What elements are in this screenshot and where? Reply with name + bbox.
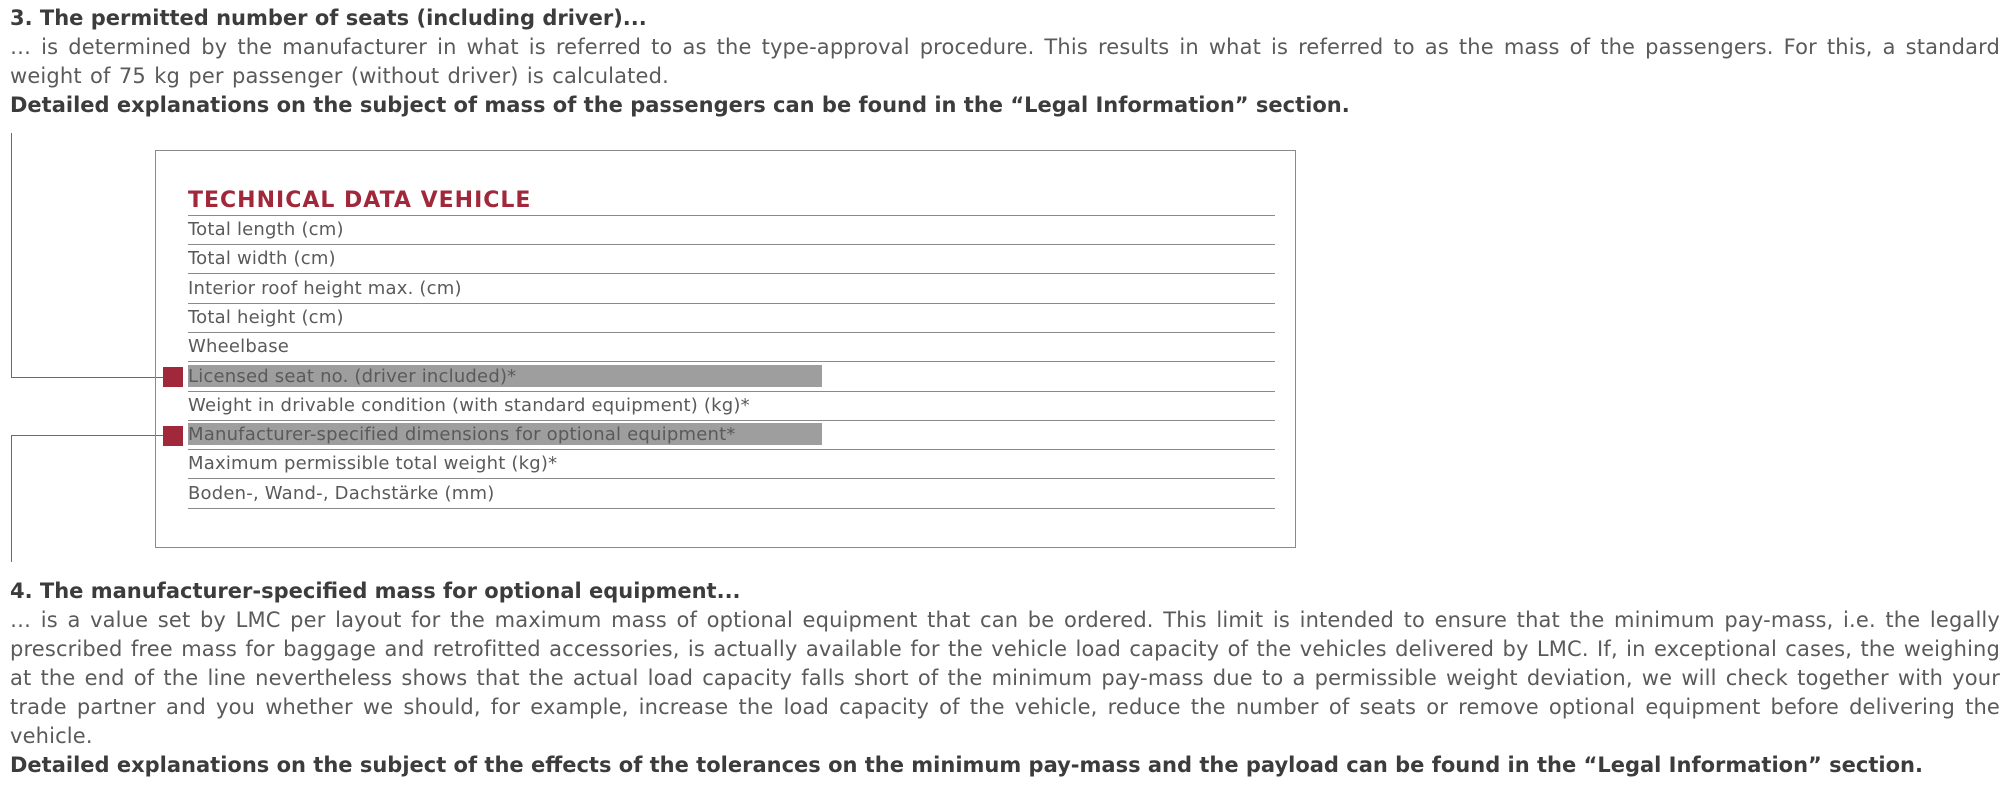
connector-seats-horizontal (11, 377, 163, 378)
section-3-paragraph: … is determined by the manufacturer in what is referred to as the type-approval procedure. This results in what is referred to as the mass of the passengers. For this, a standard weight of 75 kg per passenger (without driver) is calculated. (10, 35, 2000, 88)
row-label: Boden-, Wand-, Dachstärke (mm) (188, 482, 495, 504)
row-label: Maximum permissible total weight (kg)* (188, 453, 558, 475)
table-row (188, 392, 1275, 421)
table-row (188, 363, 1275, 392)
table-row (188, 333, 1275, 362)
row-label: Interior roof height max. (cm) (188, 277, 462, 299)
section-4-paragraph: … is a value set by LMC per layout for the maximum mass of optional equipment that can be ordered. This limit is intended to ensure that the minimum pay-mass, i.e. the legally prescribed free mass for baggage and retrofitted accessories, is actually available for the vehicle load capacity of the vehicles delivered by LMC. If, in exceptional cases, the weighing at the end of the line nevertheless shows that the actual load capacity falls short of the minimum pay-mass due to a permissible weight deviation, we will check together with your trade partner and you whether we should, for example, increase the load capacity of the vehicle, reduce the number of seats or remove optional equipment before delivering the vehicle. (10, 608, 2000, 748)
section-4-note: Detailed explanations on the subject of the effects of the tolerances on the minimum pay-mass and the payload can be found in the “Legal Information” section. (10, 753, 1923, 777)
section-4-heading: 4. The manufacturer-specified mass for optional equipment... (10, 579, 741, 603)
section-4 (10, 577, 2000, 780)
row-label: Licensed seat no. (driver included)* (188, 365, 517, 387)
technical-data-title: TECHNICAL DATA VEHICLE (188, 188, 532, 213)
row-label: Total width (cm) (188, 248, 336, 270)
row-label: Weight in drivable condition (with standard equipment) (kg)* (188, 394, 750, 416)
optional-equipment-marker (163, 426, 183, 446)
section-3-heading: 3. The permitted number of seats (including driver)... (10, 6, 647, 30)
table-row (188, 216, 1275, 245)
connector-optional-horizontal (11, 435, 163, 436)
connector-optional-vertical (11, 435, 12, 562)
table-row (188, 275, 1275, 304)
table-row (188, 421, 1275, 450)
row-label: Manufacturer-specified dimensions for optional equipment* (188, 424, 736, 446)
table-row (188, 245, 1275, 274)
seat-number-marker (163, 367, 183, 387)
connector-seats-vertical (11, 133, 12, 378)
row-label: Total height (cm) (188, 306, 344, 328)
table-row (188, 450, 1275, 479)
row-label: Total length (cm) (188, 219, 344, 240)
section-3-note: Detailed explanations on the subject of mass of the passengers can be found in the “Legal Information” section. (10, 93, 1350, 117)
row-label: Wheelbase (188, 336, 290, 358)
table-row (188, 480, 1275, 509)
section-3 (10, 4, 2000, 120)
table-row (188, 304, 1275, 333)
